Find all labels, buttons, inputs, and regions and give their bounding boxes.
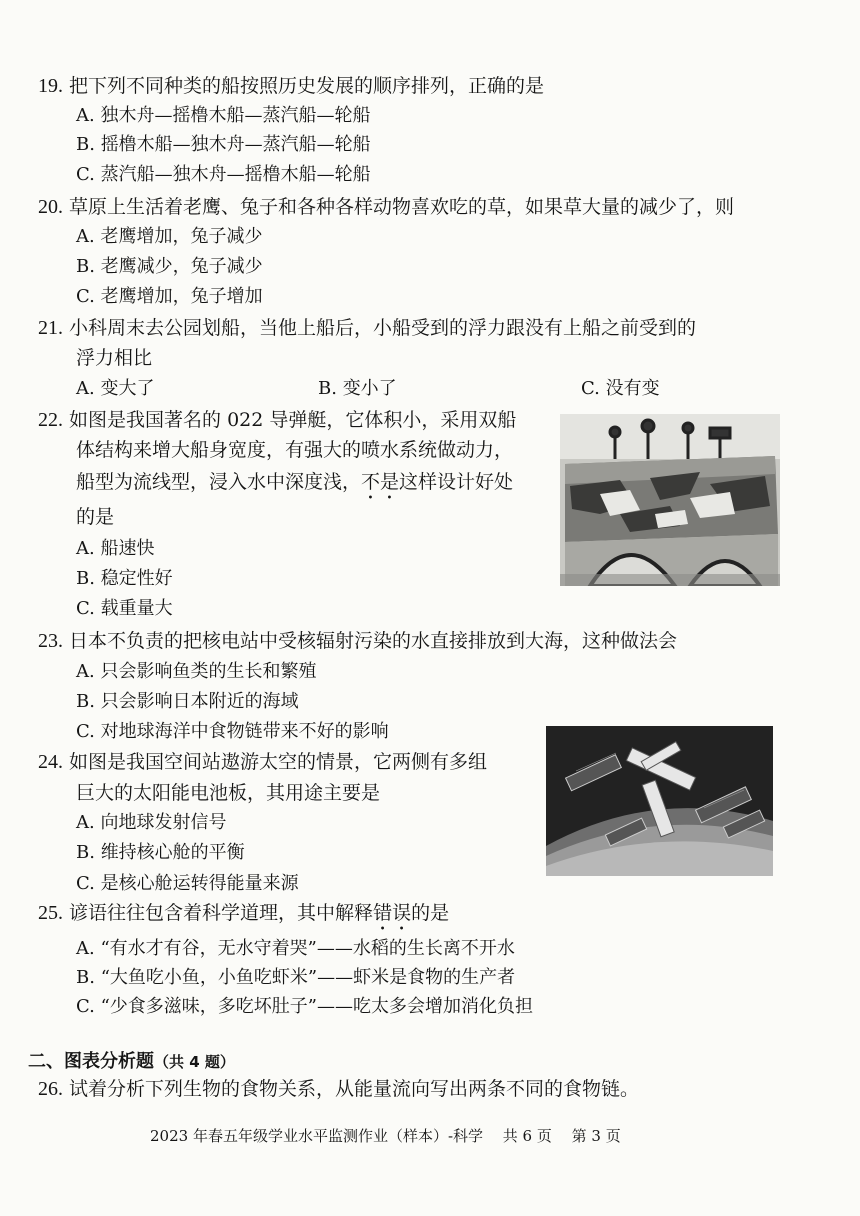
- space-station-photo: [546, 726, 773, 876]
- option-a[interactable]: A. 老鹰增加，兔子减少: [76, 226, 263, 247]
- section-heading: 二、图表分析题（共 4 题）: [28, 1051, 235, 1072]
- question-stem-continued: 体结构来增大船身宽度，有强大的喷水系统做动力，: [76, 439, 514, 461]
- question-stem: 如图是我国空间站遨游太空的情景，它两侧有多组: [69, 751, 488, 773]
- question-stem-continued: 浮力相比: [76, 347, 153, 369]
- option-a[interactable]: A. “有水才有谷，无水守着哭”——水稻的生长离不开水: [76, 938, 515, 959]
- option-c[interactable]: C. 载重量大: [76, 598, 173, 619]
- option-a[interactable]: A. 变大了: [76, 378, 155, 399]
- emphasis-text: 错误: [373, 902, 412, 924]
- question-number: 26.: [38, 1078, 63, 1100]
- question-20: [38, 195, 734, 219]
- option-c[interactable]: C. 对地球海洋中食物链带来不好的影响: [76, 721, 389, 742]
- emphasis-text: 不是: [361, 471, 400, 493]
- question-24: [38, 750, 487, 774]
- option-b[interactable]: B. “大鱼吃小鱼，小鱼吃虾米”——虾米是食物的生产者: [76, 967, 516, 988]
- question-number: 24.: [38, 751, 63, 773]
- question-number: 21.: [38, 317, 63, 339]
- question-number: 22.: [38, 409, 63, 431]
- question-26: [38, 1077, 639, 1101]
- option-b[interactable]: B. 老鹰减少，兔子减少: [76, 256, 263, 277]
- question-21: [38, 316, 696, 340]
- question-stem: 草原上生活着老鹰、兔子和各种各样动物喜欢吃的草，如果草大量的减少了，则: [69, 196, 735, 218]
- question-stem: 试着分析下列生物的食物关系，从能量流向写出两条不同的食物链。: [69, 1078, 640, 1100]
- option-b[interactable]: B. 摇橹木船—独木舟—蒸汽船—轮船: [76, 134, 371, 155]
- question-number: 19.: [38, 75, 63, 97]
- option-a[interactable]: A. 船速快: [76, 538, 155, 559]
- option-b[interactable]: B. 稳定性好: [76, 568, 173, 589]
- question-22: [38, 408, 516, 432]
- question-stem-continued: 巨大的太阳能电池板，其用途主要是: [76, 782, 381, 804]
- option-c[interactable]: C. 没有变: [581, 378, 660, 399]
- question-stem: 如图是我国著名的 022 导弹艇，它体积小，采用双船: [69, 409, 517, 431]
- question-number: 20.: [38, 196, 63, 218]
- question-25: 25. 谚语往往包含着科学道理，其中解释错误的是: [38, 902, 450, 924]
- option-a[interactable]: A. 独木舟—摇橹木船—蒸汽船—轮船: [76, 105, 371, 126]
- question-stem-continued: 的是: [76, 506, 115, 528]
- question-stem: 谚语往往包含着科学道理，其中解释: [69, 902, 374, 924]
- question-number: 23.: [38, 630, 63, 652]
- question-stem-continued: 船型为流线型，浸入水中深度浅，不是这样设计好处: [76, 471, 514, 493]
- option-b[interactable]: B. 维持核心舱的平衡: [76, 842, 245, 863]
- question-stem: 小科周末去公园划船，当他上船后，小船受到的浮力跟没有上船之前受到的: [69, 317, 697, 339]
- option-b[interactable]: B. 只会影响日本附近的海域: [76, 691, 299, 712]
- option-a[interactable]: A. 只会影响鱼类的生长和繁殖: [76, 661, 317, 682]
- question-23: [38, 629, 677, 653]
- option-c[interactable]: C. “少食多滋味，多吃坏肚子”——吃太多会增加消化负担: [76, 996, 533, 1017]
- option-c[interactable]: C. 是核心舱运转得能量来源: [76, 873, 299, 894]
- question-number: 25.: [38, 902, 63, 924]
- question-stem: 把下列不同种类的船按照历史发展的顺序排列，正确的是: [69, 75, 545, 97]
- option-c[interactable]: C. 蒸汽船—独木舟—摇橹木船—轮船: [76, 164, 371, 185]
- question-19: [38, 74, 544, 98]
- missile-boat-photo: [560, 414, 780, 586]
- option-b[interactable]: B. 变小了: [318, 378, 397, 399]
- option-c[interactable]: C. 老鹰增加，兔子增加: [76, 286, 263, 307]
- option-a[interactable]: A. 向地球发射信号: [76, 812, 227, 833]
- question-stem: 日本不负责的把核电站中受核辐射污染的水直接排放到大海，这种做法会: [69, 630, 678, 652]
- page-footer: 2023 年春五年级学业水平监测作业（样本）-科学 共 6 页 第 3 页: [150, 1127, 621, 1145]
